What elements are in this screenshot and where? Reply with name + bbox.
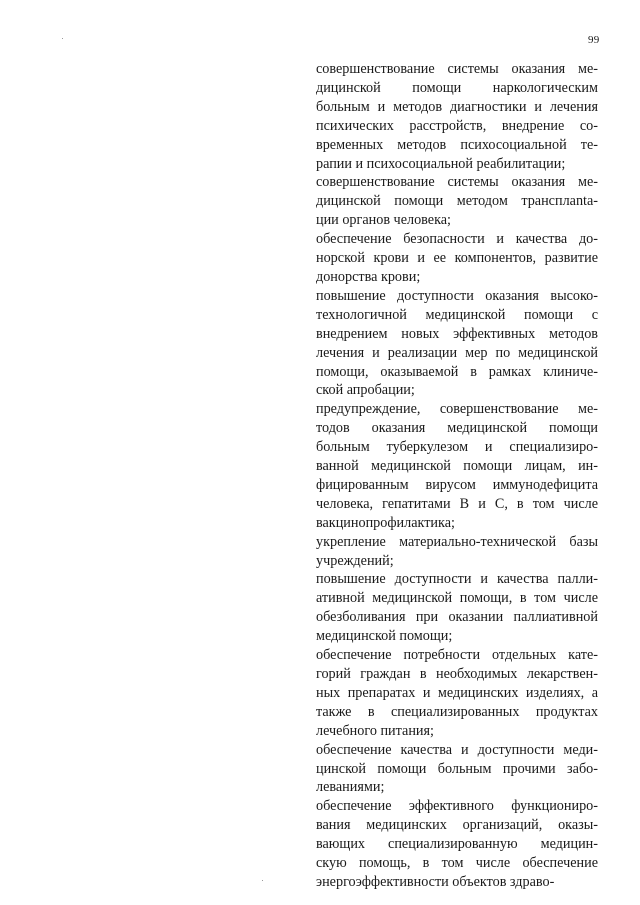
text-line: технологичной медицинской помощи с — [316, 306, 598, 323]
text-line: повышение доступности оказания высоко- — [316, 287, 598, 304]
text-line: укрепление материально-технической базы — [316, 533, 598, 550]
paragraph — [316, 230, 598, 287]
text-line: дицинской помощи методом трансплanta- — [316, 193, 598, 210]
paragraph — [316, 287, 598, 400]
text-line: внедрением новых эффективных методов — [316, 325, 598, 342]
text-line: совершенствование системы оказания ме- — [316, 61, 598, 77]
text-line: горий граждан в необходимых лекарствен- — [316, 666, 598, 682]
text-line: ции органов человека; — [316, 212, 451, 229]
text-line: лечебного питания; — [316, 722, 434, 739]
paragraph — [316, 741, 598, 798]
text-line: также в специализированных продуктах — [316, 703, 598, 720]
text-line: обеспечение потребности отдельных кате- — [316, 647, 598, 664]
paragraph — [316, 797, 598, 892]
text-line: дицинской помощи наркологическим — [316, 79, 598, 96]
text-line: рапии и психосоциальной реабилитации; — [316, 155, 566, 172]
text-line: ативной медицинской помощи, в том числе — [316, 590, 598, 607]
text-line: вающих специализированную медицин- — [316, 836, 598, 853]
text-line: больным туберкулезом и специализиро- — [316, 439, 598, 456]
paragraph — [316, 533, 598, 571]
text-line: энергоэффективности объектов здраво- — [316, 873, 555, 890]
text-line: вакцинопрофилактика; — [316, 514, 455, 531]
text-line: донорства крови; — [316, 268, 421, 285]
text-line: норской крови и ее компонентов, развитие — [316, 250, 598, 267]
text-line: вания медицинских организаций, оказы- — [316, 817, 598, 834]
text-line: помощи, оказываемой в рамках клиниче- — [316, 363, 598, 380]
text-line: лечения и реализации мер по медицинской — [316, 344, 598, 361]
text-line: человека, гепатитами В и С, в том числе — [316, 495, 598, 512]
text-line: обеспечение эффективного функциониро- — [316, 798, 598, 815]
text-line: совершенствование системы оказания ме- — [316, 174, 598, 191]
text-line: ской апробации; — [316, 382, 415, 399]
text-line: ных препаратах и медицинских изделиях, а — [316, 684, 598, 701]
paragraph — [316, 400, 598, 532]
scan-speck — [62, 38, 63, 39]
text-line: обеспечение безопасности и качества до- — [316, 231, 598, 248]
paragraph — [316, 173, 598, 230]
text-line: предупреждение, совершенствование ме- — [316, 401, 598, 418]
text-line: леваниями; — [316, 779, 385, 796]
page-number: 99 — [588, 34, 600, 46]
scan-speck — [262, 880, 263, 881]
paragraph — [316, 60, 598, 173]
text-line: скую помощь, в том числе обеспечение — [316, 855, 598, 872]
text-line: тодов оказания медицинской помощи — [316, 420, 598, 437]
text-line: обеспечение качества и доступности меди- — [316, 741, 598, 758]
text-line: временных методов психосоциальной те- — [316, 136, 598, 153]
text-line: ванной медицинской помощи лицам, ин- — [316, 458, 598, 475]
text-line: обезболивания при оказании паллиативной — [316, 609, 598, 626]
text-line: учреждений; — [316, 552, 394, 569]
paragraph — [316, 570, 598, 646]
text-line: психических расстройств, внедрение со- — [316, 117, 598, 134]
text-line: больным и методов диагностики и лечения — [316, 98, 598, 115]
text-line: цинской помощи больным прочими забо- — [316, 760, 598, 777]
text-line: фицированным вирусом иммунодефицита — [316, 476, 598, 493]
text-line: повышение доступности и качества палли- — [316, 571, 598, 588]
text-line: медицинской помощи; — [316, 628, 453, 645]
paragraph — [316, 646, 598, 741]
body-text — [316, 60, 598, 892]
